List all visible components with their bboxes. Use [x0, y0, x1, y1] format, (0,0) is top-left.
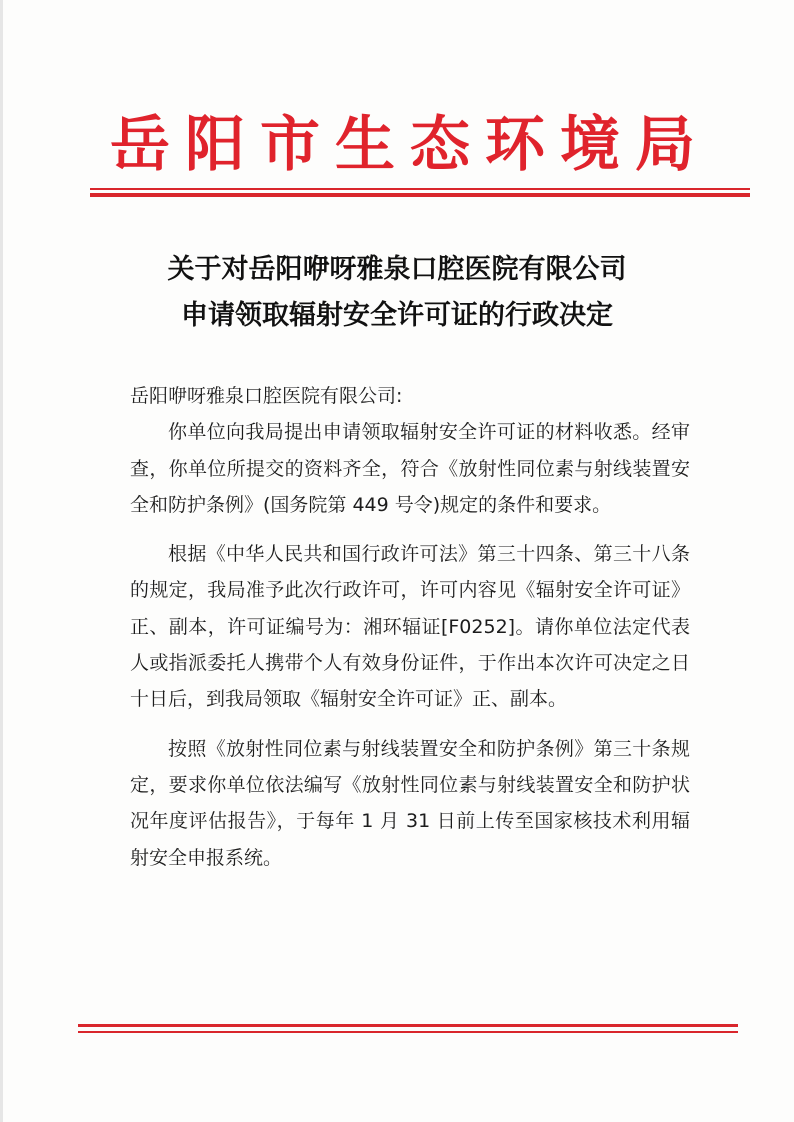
body-paragraph-1: 你单位向我局提出申请领取辐射安全许可证的材料收悉。经审查，你单位所提交的资料齐全，符合《放射性同位素与射线装置安全和防护条例》(国务院第 449 号令)规定的条件和要求。 [130, 421, 690, 516]
scan-edge [0, 0, 3, 1122]
body-paragraph-3: 按照《放射性同位素与射线装置安全和防护条例》第三十条规定，要求你单位依法编写《放射性同位素与射线装置安全和防护状况年度评估报告》，于每年 1 月 31 日前上传至国家核技术利用辐射安全申报系统。 [130, 737, 690, 869]
document-body [130, 378, 690, 876]
document-title-line-1: 关于对岳阳咿呀雅泉口腔医院有限公司 [167, 254, 627, 285]
salutation: 岳阳咿呀雅泉口腔医院有限公司: [130, 385, 403, 407]
document-title-line-2: 申请领取辐射安全许可证的行政决定 [181, 300, 613, 331]
agency-letterhead: 岳阳市生态环境局 [110, 110, 710, 180]
footer-rule-thin [78, 1031, 738, 1033]
footer-rule-thick [78, 1024, 738, 1027]
letterhead-rule-thin [90, 188, 750, 190]
letterhead-rule-thick [90, 193, 750, 197]
body-paragraph-2: 根据《中华人民共和国行政许可法》第三十四条、第三十八条的规定，我局准予此次行政许可，许可内容见《辐射安全许可证》正、副本，许可证编号为：湘环辐证[F0252]。请你单位法定代表人或指派委托人携带个人有效身份证件，于作出本次许可决定之日十日后，到我局领取《辐射安全许可证》正、副本。 [130, 543, 690, 711]
